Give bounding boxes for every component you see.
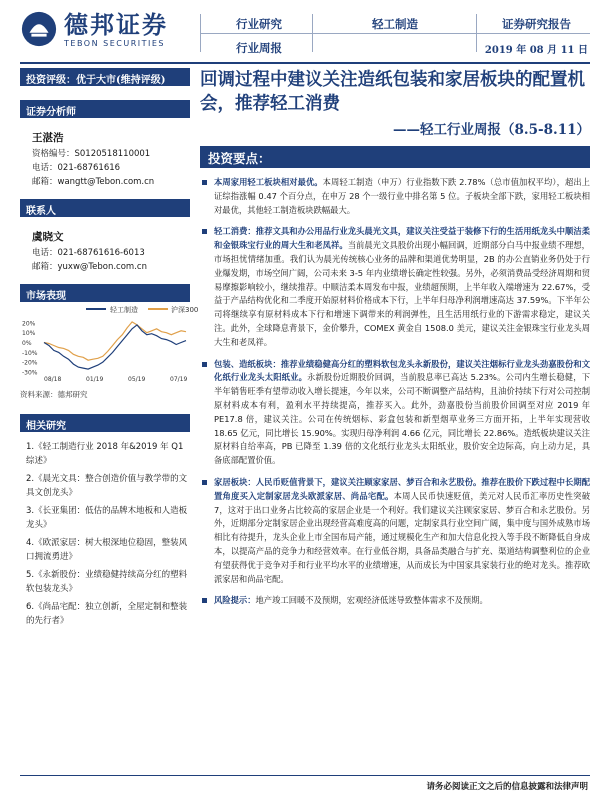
chart-source: 资料来源：德邦研究 <box>20 390 88 399</box>
bullet-text: 本周人民币快速贬值，美元对人民币汇率历史性突破 7，这对于出口业务占比较高的家居企业是一个利好。我们建议关注顾家家居、梦百合和永艺股份。另外，近期部分定制家居企业出现经营高难度高的问题，定制家具行业空间广阔，集中度与国外成熟市场相比有待提升，龙头企业上市全国布局产能，通过规模化生产和加大信息化投入等手段不断降低自身成本，以提高产品的竞争力和经营效率。在行业低谷期，具备品类融合与扩充、渠道结构调整利位的企业有望获得优于竞争对手和行业平均水平的业绩增速，从而成长为中国家具家装行业的绝对龙头。推荐欧派家居和尚品宅配。 <box>214 490 590 584</box>
bullet-lead: 本周家用轻工板块相对最优。 <box>214 177 323 187</box>
light-industry-series-line <box>44 325 186 369</box>
report-category: 行业研究 <box>236 17 282 31</box>
sidebar <box>20 68 199 632</box>
bullet-performance <box>200 176 590 217</box>
y-tick-label: -10% <box>22 349 38 357</box>
related-item[interactable]: 5.《永新股份：业绩稳健持续高分红的塑料软包装龙头》 <box>26 570 188 594</box>
bullet-risk <box>200 594 590 608</box>
related-item[interactable]: 2.《晨光文具：整合创造价值与教学带的文具文创龙头》 <box>26 474 188 498</box>
contact-phone: 电话：021-68761616-6013 <box>32 248 145 258</box>
bullet-packaging <box>200 358 590 468</box>
contact-block <box>20 217 190 274</box>
related-list <box>20 432 190 628</box>
highlights-title: 投资要点： <box>200 146 590 168</box>
x-tick-label: 05/19 <box>128 376 146 383</box>
analyst-cert: 资格编号：S0120518110001 <box>32 149 151 159</box>
analyst-phone: 电话：021-68761616 <box>32 163 121 173</box>
bullet-text: 本周轻工制造（申万）行业指数下跌 2.78%（总市值加权平均），超出上证综指涨幅 0.47 个百分点，在申万 28 个一级行业中排名第 5 位。子板块全部下跌，家用轻工板块相对最优，其他轻工制造板块跌幅最大。 <box>214 177 590 215</box>
report-title: 回调过程中建议关注造纸包装和家居板块的配置机会，推荐轻工消费 <box>200 70 585 114</box>
y-tick-label: 0% <box>22 340 32 348</box>
bullet-lead: 风险提示： <box>214 595 256 606</box>
bullet-text: 地产竣工回暖不及预期，宏观经济低迷导致整体需求不及预期。 <box>255 595 488 606</box>
report-date: 2019 年 08 月 11 日 <box>484 45 588 56</box>
tebon-logo <box>20 10 168 48</box>
header-inner-rule <box>200 33 590 34</box>
contact-email[interactable]: 邮箱：yuxw@Tebon.com.cn <box>32 262 147 272</box>
bullet-lead: 包装、造纸板块：推荐业绩稳健高分红的塑料软包龙头永新股份，建议关注烟标行业龙头劲嘉股份和文化纸行业龙头太阳纸业。 <box>214 358 590 383</box>
related-item[interactable]: 1.《轻工制造行业 2018 年&2019 年 Q1 综述》 <box>26 442 184 466</box>
y-tick-label: -30% <box>22 369 38 377</box>
market-chart <box>20 302 199 386</box>
rating-bar: 投资评级：优于大市(维持评级) <box>20 68 190 86</box>
bullet-text: 永新股份近期股价回调，当前股息率已高达 5.23%。公司内生增长稳健，下半年销售旺季有望带动收入增长提速，今年以来，公司不断调整产品结构，且油价持续下行对公司控制原材料成本有利，盈利水平持续提高，推荐买入。此外，劲嘉股份当前股价回调至对应 2019 年 PE17.8 倍，建议关注。公司在传统烟标、彩盒包装和新型烟草业务三方面开拓，上半年实现营收 18.65 亿元，同比增长 15.90%。实现归母净利润 4.66 亿元，同比增长 22.86%。造纸板块建议关注原材料自给率高，PB 已降至 1.39 倍的文化纸行业龙头太阳纸业，股价安全边际高，向上动力足，具备底部配置价值。 <box>214 372 590 466</box>
market-section-title: 市场表现 <box>20 284 190 302</box>
footer-rule <box>20 775 590 776</box>
related-item[interactable]: 3.《长亚集团：低估的品牌木地板和人造板龙头》 <box>26 506 188 530</box>
contact-name: 虞晓文 <box>32 231 64 243</box>
related-section-title: 相关研究 <box>20 414 190 432</box>
header-rule <box>20 62 590 64</box>
y-tick-label: -20% <box>22 359 38 367</box>
logo-english: TEBON SECURITIES <box>64 38 165 48</box>
report-subtitle: ——轻工行业周报（8.5-8.11） <box>393 122 590 138</box>
x-tick-label: 01/19 <box>86 376 104 383</box>
analyst-name: 王湛浩 <box>32 132 64 144</box>
related-item[interactable]: 6.《尚品宅配：独立创新，全屋定制和整装的先行者》 <box>26 602 188 626</box>
x-tick-label: 07/19 <box>170 376 188 383</box>
footer-disclaimer: 请务必阅读正文之后的信息披露和法律声明 <box>426 782 588 792</box>
tebon-logo-icon <box>20 10 58 48</box>
analyst-block <box>20 118 190 189</box>
related-item[interactable]: 4.《欧派家居：树大根深地位稳固，整装风口拥流勇进》 <box>26 538 188 562</box>
x-tick-label: 08/18 <box>44 376 62 383</box>
bullet-text: 当前晨光文具股价出现小幅回调，近期部分白马中报业绩不理想，市场担忧情绪加重。我们认为晨光传统核心业务的品牌和渠道优势明显，2B 的办公直销业务仍处于行业爆发期，市场空间广阔，公司未来 3-5 年内业绩增长确定性较强。另外，必须消费品受经济周期和贸易摩擦影响较小，继续推荐。中顺洁柔本周发布中报，业绩超预期，上半年收入端增速为 22.67%，受益于产品结构优化和二季度开始原材料价格成本下行，上半年归母净利润增速高达 37.59%。下半年公司将继续享有原材料成本下行和增速下调带来的利润弹性，且生活用纸行业的下游需求稳定，建议关注。此外，全球降息背景下，金价攀升，COMEX 黄金自 1508.0 美元，建议关注金银珠宝行业龙头周大生和老凤祥。 <box>214 240 590 347</box>
contact-section-title: 联系人 <box>20 199 190 217</box>
report-label: 证券研究报告 <box>502 17 571 31</box>
logo-chinese: 德邦证券 <box>64 9 168 39</box>
bullet-furniture <box>200 476 590 586</box>
industry-name: 轻工制造 <box>372 17 418 31</box>
legend-label-hs300: 沪深300 <box>171 306 199 314</box>
bullet-lead: 轻工消费：推荐文具和办公用品行业龙头晨光文具，建议关注受益于装修下行的生活用纸龙头中顺洁柔和金银珠宝行业的周大生和老凤祥。 <box>214 226 590 251</box>
analyst-email[interactable]: 邮箱：wangtt@Tebon.com.cn <box>32 177 155 187</box>
bullet-consumer <box>200 225 590 349</box>
legend-label-light: 轻工制造 <box>110 306 138 314</box>
report-type: 行业周报 <box>236 41 282 55</box>
page-header <box>0 0 600 62</box>
hs300-series-line <box>44 322 186 360</box>
market-chart-svg <box>20 302 199 383</box>
bullet-lead: 家居板块：人民币贬值背景下，建议关注顾家家居、梦百合和永艺股份。推荐在股价下跌过程中长期配置角度买入定制家居龙头欧派家居、尚品宅配。 <box>214 476 590 501</box>
y-tick-label: 10% <box>22 330 36 338</box>
y-tick-label: 20% <box>22 320 36 328</box>
analyst-section-title: 证券分析师 <box>20 100 190 118</box>
main-content <box>200 68 590 608</box>
